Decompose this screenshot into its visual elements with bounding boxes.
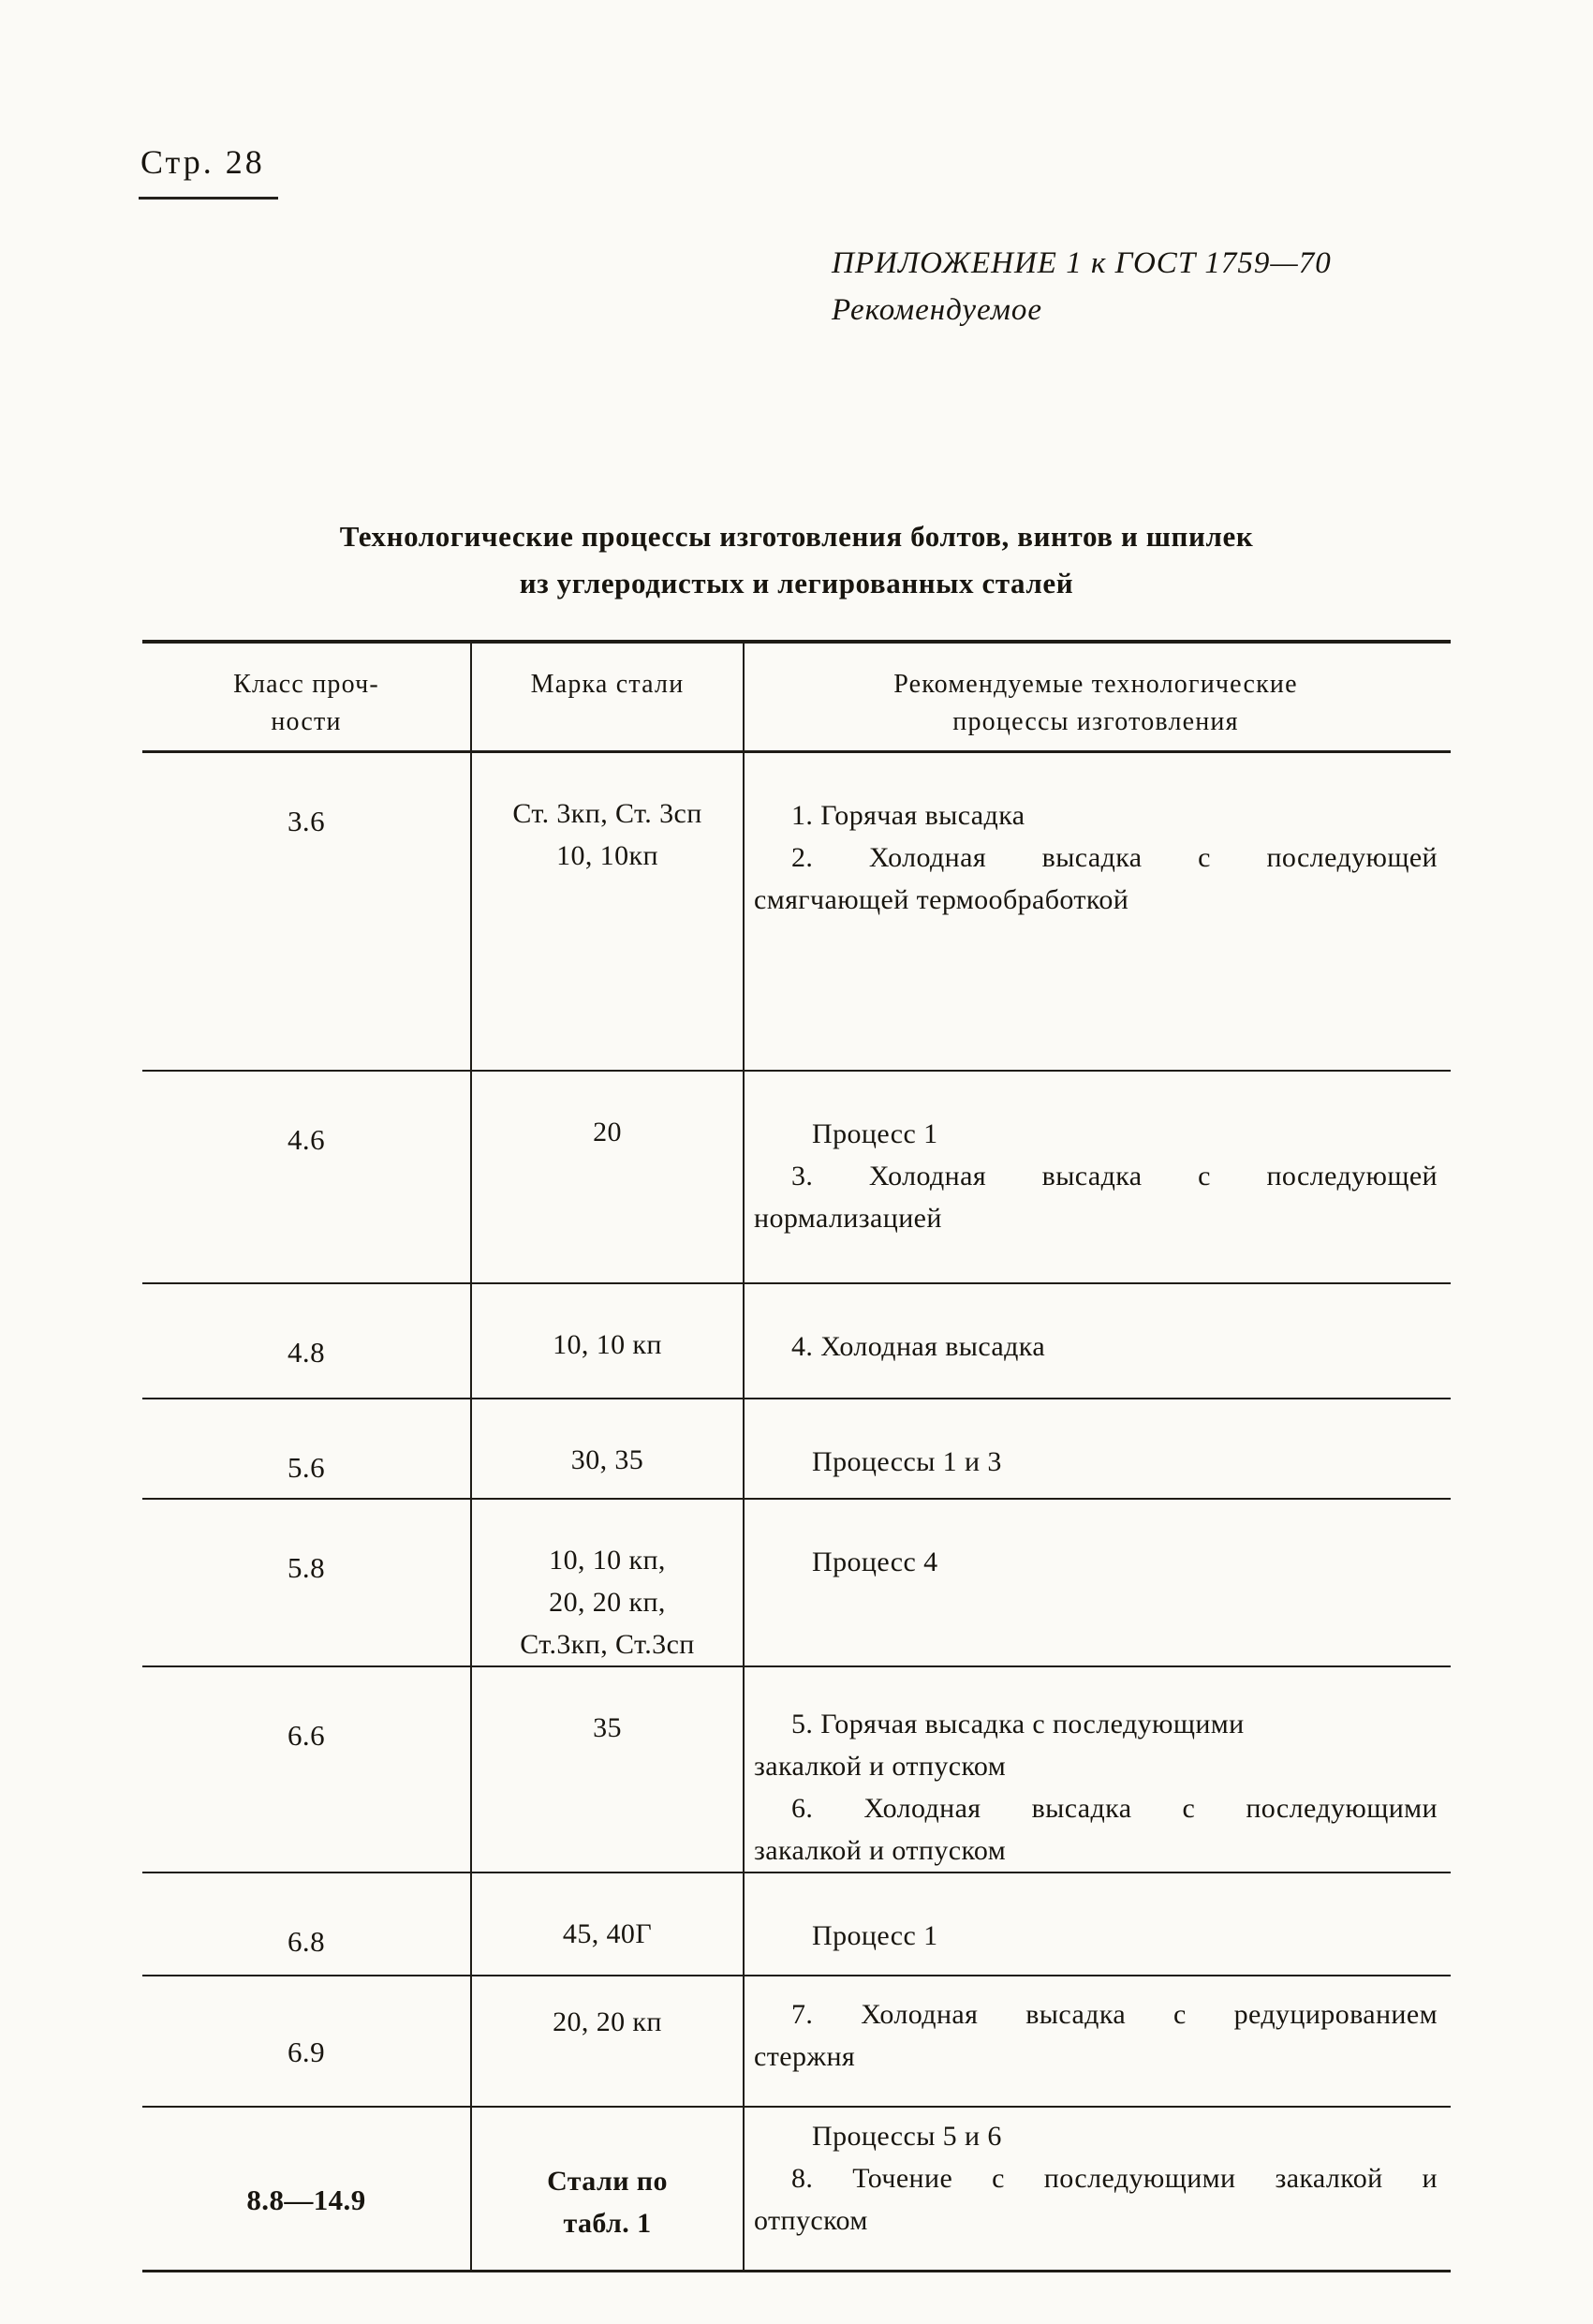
process-line: 3. Холодная высадка с последующей [791, 1161, 1438, 1192]
header-mark-column [470, 644, 743, 750]
table-header-row [142, 644, 1451, 753]
header-mark-label: Марка стали [530, 670, 685, 699]
row-class-value: 6.8 [288, 1925, 325, 1958]
mark-line: 45, 40Г [562, 1918, 653, 1949]
row-class-value: 6.6 [288, 1719, 325, 1752]
row-processes [743, 1284, 1451, 1398]
process-line: 4. Холодная высадка [791, 1331, 1046, 1362]
table-row [142, 1873, 1451, 1976]
row-marks [470, 1667, 743, 1872]
row-class-value: 5.6 [288, 1451, 325, 1484]
row-marks [470, 1500, 743, 1665]
header-process-line-2: процессы изготовления [952, 707, 1239, 736]
row-marks [470, 1284, 743, 1398]
mark-line: Ст.3кп, Ст.3сп [520, 1629, 695, 1660]
table-row [142, 1667, 1451, 1873]
header-class-line-2: ности [271, 707, 342, 736]
title-line-1: Технологические процессы изготовления болтов, винтов и шпилек [339, 520, 1254, 553]
table-row [142, 2108, 1451, 2272]
table-row [142, 1976, 1451, 2108]
process-line: Процесс 4 [812, 1547, 938, 1577]
process-line: 5. Горячая высадка с последующими [791, 1709, 1245, 1739]
process-line: Процессы 5 и 6 [812, 2121, 1002, 2152]
mark-line: 10, 10кп [556, 840, 658, 871]
process-line: отпуском [754, 2205, 868, 2236]
process-line: 8. Точение с последующими закалкой и [791, 2163, 1438, 2194]
table-row [142, 1399, 1451, 1500]
row-processes [743, 1500, 1451, 1665]
table-row [142, 1284, 1451, 1399]
page-number: Стр. 28 [139, 142, 278, 200]
row-marks [470, 1976, 743, 2106]
process-line: стержня [754, 2041, 856, 2072]
mark-line: 20, 20 кп [553, 2006, 662, 2037]
document-title [142, 513, 1451, 607]
table-row [142, 1072, 1451, 1284]
appendix-block [832, 240, 1332, 333]
mark-line: 30, 35 [570, 1444, 644, 1475]
header-process-line-1: Рекомендуемые технологические [893, 670, 1298, 699]
process-line: Процесс 1 [812, 1920, 938, 1951]
mark-line: 20 [593, 1117, 622, 1147]
row-class-value: 4.6 [288, 1123, 325, 1156]
row-processes [743, 753, 1451, 1070]
row-class-value: 5.8 [288, 1551, 325, 1584]
process-line: 7. Холодная высадка с редуцированием [791, 1999, 1438, 2030]
mark-line: Стали по [547, 2166, 668, 2197]
row-processes [743, 1667, 1451, 1872]
row-processes [743, 1976, 1451, 2106]
process-line: Процесс 1 [812, 1118, 938, 1149]
process-line: смягчающей термообработкой [754, 884, 1129, 915]
header-class-line-1: Класс проч- [233, 670, 379, 699]
table-row [142, 1500, 1451, 1667]
process-line: закалкой и отпуском [754, 1751, 1007, 1782]
row-processes [743, 2108, 1451, 2270]
process-line: 1. Горячая высадка [791, 800, 1025, 831]
row-processes [743, 1399, 1451, 1498]
row-marks [470, 1873, 743, 1975]
row-class-value: 8.8—14.9 [246, 2183, 366, 2216]
header-class-column [142, 644, 470, 750]
row-class-value: 6.9 [288, 2035, 325, 2068]
mark-line: табл. 1 [563, 2208, 652, 2239]
row-processes [743, 1873, 1451, 1975]
process-line: закалкой и отпуском [754, 1835, 1007, 1866]
title-line-2: из углеродистых и легированных сталей [519, 567, 1074, 600]
appendix-title: ПРИЛОЖЕНИЕ 1 к ГОСТ 1759—70 [832, 246, 1332, 280]
mark-line: 35 [593, 1712, 622, 1743]
process-line: Процессы 1 и 3 [812, 1446, 1002, 1477]
row-marks [470, 753, 743, 1070]
process-table [142, 640, 1451, 2272]
row-marks [470, 1072, 743, 1282]
mark-line: Ст. 3кп, Ст. 3сп [512, 798, 702, 829]
process-line: нормализацией [754, 1203, 942, 1234]
process-line: 2. Холодная высадка с последующей [791, 842, 1438, 873]
header-process-column [743, 644, 1451, 750]
appendix-subtitle: Рекомендуемое [832, 293, 1043, 327]
process-line: 6. Холодная высадка с последующими [791, 1793, 1438, 1824]
row-marks [470, 1399, 743, 1498]
row-processes [743, 1072, 1451, 1282]
row-class-value: 4.8 [288, 1336, 325, 1369]
row-marks [470, 2108, 743, 2270]
mark-line: 10, 10 кп [553, 1329, 662, 1360]
mark-line: 10, 10 кп, [549, 1545, 666, 1576]
row-class-value: 3.6 [288, 805, 325, 837]
table-row [142, 753, 1451, 1072]
mark-line: 20, 20 кп, [549, 1587, 666, 1618]
